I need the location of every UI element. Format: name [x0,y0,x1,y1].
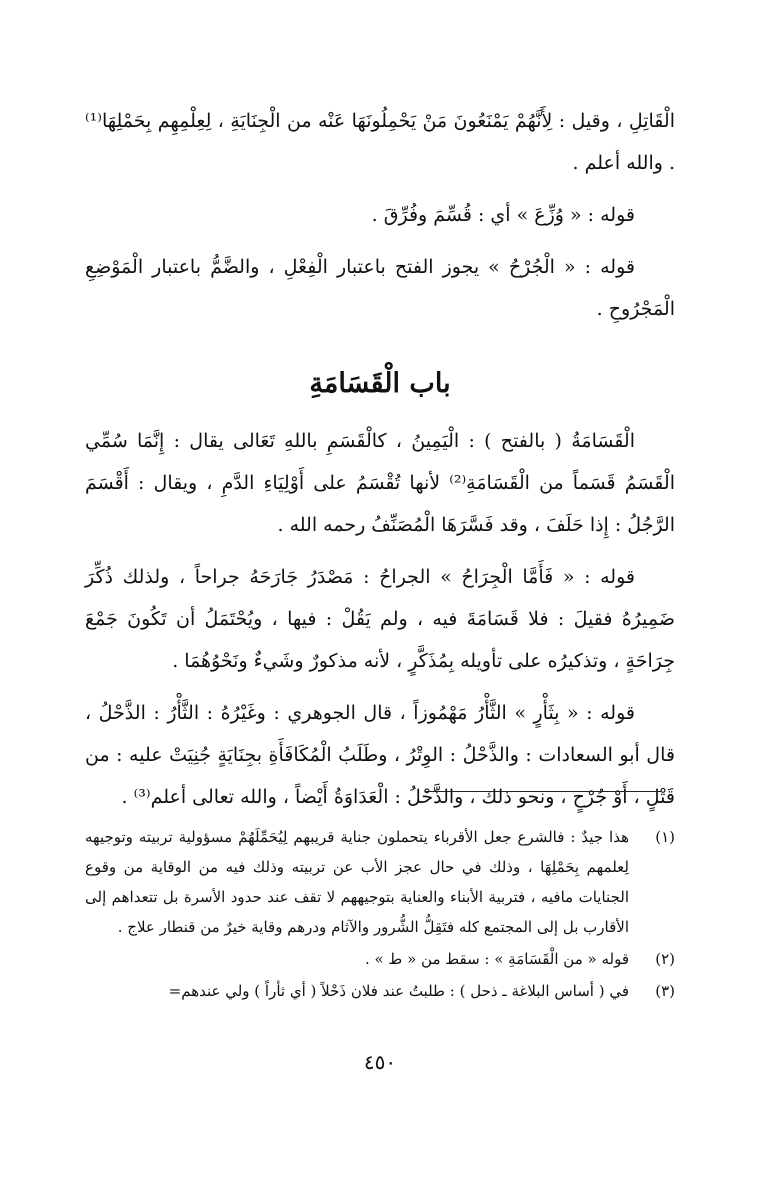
page-number: ٤٥٠ [363,1050,397,1074]
paragraph-3: قوله : « الْجُرْحُ » يجوز الفتح باعتبار الْفِعْلِ ، والضَّمُّ باعتبار الْمَوْضِعِ الْمَجْرُوحِ . [85,256,675,320]
chapter-heading: باب الْقَسَامَةِ [309,368,451,399]
footnote-number: (١) [655,828,675,846]
footnotes [85,822,675,1008]
paragraph-1: الْقَاتِلِ ، وقيل : لِأَنَّهُمْ يَمْنَعُونَ مَنْ يَحْمِلُونَهَا عَنْه من الْجِنَايَةِ ، لِعِلْمِهِم بِحَمْلِهَا⁽¹⁾ . والله أعلم . [85,110,675,174]
footnote-text: في ( أساس البلاغة ـ ذحل ) : طلبتُ عند فلان ذَحْلاً ( أي ثأراً ) ولي عندهم= [168,982,629,1000]
footnote-2 [85,944,675,974]
footnote-number: (٢) [655,950,675,968]
paragraph-2: قوله : « وُزِّعَ » أي : قُسِّمَ وفُرِّقَ . [371,204,635,226]
footnote-text: قوله « من الْقَسَامَةِ » : سقط من « ط » . [364,950,629,968]
paragraph-4: الْقَسَامَةُ ( بالفتح ) : الْيَمِينُ ، كالْقَسَمِ باللهِ تَعَالى يقال : إِنَّمَا سُمِّي الْقَسَمُ قَسَماً من الْقَسَامَةِ⁽²⁾ لأنها تُقْسَمُ على أَوْلِيَاءِ الدَّمِ ، ويقال : أَقْسَمَ الرَّجُلُ : إِذا حَلَفَ ، وقد فَسَّرَهَا الْمُصَنِّفُ رحمه الله . [85,430,675,536]
paragraph-6: قوله : « بِثَأْرٍ » الثَّأْرُ مَهْمُوزاً ، قال الجوهري : وغَيْرُهُ : الثَّأْرُ : الذَّحْلُ ، قال أبو السعادات : والذَّحْلُ : الوِتْرُ ، وطَلَبُ الْمُكَافَأَةِ بجِنَايَةٍ جُنِيَتْ عليه : من قَتْلٍ ، أَوْ جُرْحٍ ، ونحو ذلك ، والذَّحْلُ : الْعَدَاوَةُ أَيْضاً ، والله تعالى أعلم⁽³⁾ . [85,702,675,808]
footnote-text: هذا جيدٌ : فالشرع جعل الأقرباء يتحملون جناية قريبهم لِيُحَمِّلَهُمْ مسؤولية تربيته وتوجيهه لِعلمهم بِحَمْلِهَا ، وذلك في حال عجز الأب عن تربيته وذلك فيه من الوقاية من وقوع الجنايات مافيه ، فتربية الأبناء والعناية بتوجيههم لا تقف عند حدود الأسرة بل تتعداهم إلى الأقارب بل إلى المجتمع كله فتَقِلُّ الشُّرور والآثام ودرهم وقاية خيرٌ من قنطار علاج . [85,828,629,936]
footnote-number: (٣) [655,982,675,1000]
paragraph-5: قوله : « فَأَمَّا الْجِرَاحُ » الجراحُ : مَصْدَرُ جَارَحَهُ جراحاً ، ولذلك ذُكِّرَ ضَمِيرُهُ فقيلَ : فلا قَسَامَةَ فيه ، ولم يَقُلْ : فيها ، ويُحْتَمَلُ أن تَكُونَ جَمْعَ جِرَاحَةٍ ، وتذكيرُه على تأويله بِمُذَكَّرٍ ، لأنه مذكورٌ وشَيءٌ ونَحْوُهُمَا . [85,566,675,672]
main-text [85,100,675,828]
footnote-divider [425,791,662,792]
footnote-1 [85,822,675,942]
footnote-3 [85,976,675,1006]
